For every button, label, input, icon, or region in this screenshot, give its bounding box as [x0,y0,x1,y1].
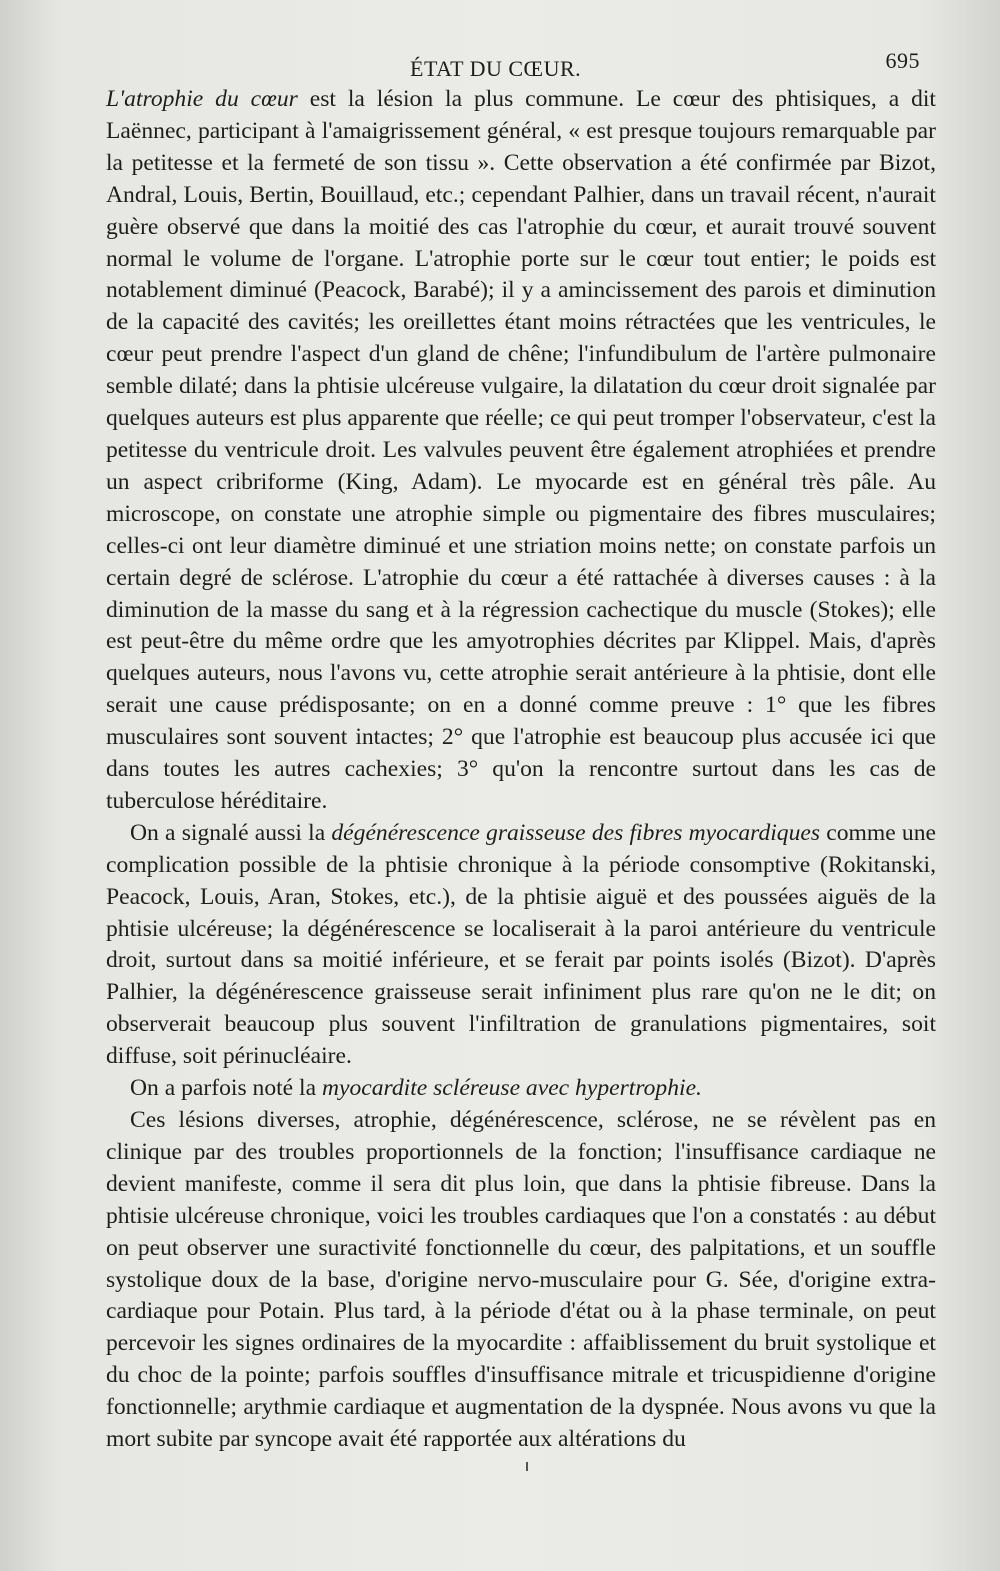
running-title: ÉTAT DU CŒUR. [410,56,582,81]
page-number: 695 [885,48,920,73]
text-run: On a signalé aussi la [130,819,332,846]
paragraph [106,1073,936,1105]
text-run: Ces lésions diverses, atrophie, dégénérescence, sclérose, ne se révèlent pas en clinique par des troubles proportionnels de la fonction; l'insuffisance cardiaque ne devient manifeste, comme il sera dit plus loin, que dans la phtisie fibreuse. Dans la phtisie ulcéreuse chronique, voici les troubles cardiaques que l'on a constatés : au début on peut observer une suractivité fonctionnelle du cœur, des palpitations, et un souffle systolique doux de la base, d'origine nervo-musculaire pour G. Sée, d'origine extra-cardiaque pour Potain. Plus tard, à la période d'état ou à la phase terminale, on peut percevoir les signes ordinaires de la myocardite : affaiblissement du bruit systolique et du choc de la pointe; parfois souffles d'insuffisance mitrale et tricuspidienne d'origine fonctionnelle; arythmie cardiaque et augmentation de la dyspnée. Nous avons vu que la mort subite par syncope avait été rapportée aux altérations du [106,1107,936,1453]
ink-mark [526,1462,528,1471]
page-header [110,48,930,82]
italic-run: dégénérescence graisseuse des fibres myocardiques [331,819,821,846]
italic-run: L'atrophie du cœur [106,86,298,112]
body-text [106,84,936,1456]
paragraph [106,1105,936,1456]
paragraph [106,84,936,818]
text-run: On a parfois noté la [130,1075,322,1102]
text-run: est la lésion la plus commune. Le cœur des phtisiques, a dit Laënnec, participant à l'amaigrissement général, « est presque toujours remarquable par la petitesse et la fermeté de son tissu ». Cette observation a été confirmée par Bizot, Andral, Louis, Bertin, Bouillaud, etc.; cependant Palhier, dans un travail récent, n'aurait guère observé que dans la moitié des cas l'atrophie du cœur, et aurait trouvé souvent normal le volume de l'organe. L'atrophie porte sur le cœur tout entier; le poids est notablement diminué (Peacock, Barabé); il y a amincissement des parois et diminution de la capacité des cavités; les oreillettes étant moins rétractées que les ventricules, le cœur peut prendre l'aspect d'un gland de chêne; l'infundibulum de l'artère pulmonaire semble dilaté; dans la phtisie ulcéreuse vulgaire, la dilatation du cœur droit signalée par quelques auteurs est plus apparente que réelle; ce qui peut tromper l'observateur, c'est la petitesse du ventricule droit. Les valvules peuvent être également atrophiées et prendre un aspect cribriforme (King, Adam). Le myocarde est en général très pâle. Au microscope, on constate une atrophie simple ou pigmentaire des fibres musculaires; celles-ci ont leur diamètre diminué et une striation moins nette; on constate parfois un certain degré de sclérose. L'atrophie du cœur a été rattachée à diverses causes : à la diminution de la masse du sang et à la régression cachectique du muscle (Stokes); elle est peut-être du même ordre que les amyotrophies décrites par Klippel. Mais, d'après quelques auteurs, nous l'avons vu, cette atrophie serait antérieure à la phtisie, dont elle serait une cause prédisposante; on en a donné comme preuve : 1° que les fibres musculaires sont souvent intactes; 2° que l'atrophie est beaucoup plus accusée ici que dans toutes les autres cachexies; 3° qu'on la rencontre surtout dans les cas de tuberculose héréditaire. [106,86,936,814]
italic-run: myocardite scléreuse avec hypertrophie. [321,1075,702,1102]
text-run: comme une complication possible de la phtisie chronique à la période consomptive (Rokitanski, Peacock, Louis, Aran, Stokes, etc.), de la phtisie aiguë et des poussées aiguës de la phtisie ulcéreuse; la dégénérescence se localiserait à la paroi antérieure du ventricule droit, surtout dans sa moitié inférieure, et se ferait par points isolés (Bizot). D'après Palhier, la dégénérescence graisseuse serait infiniment plus rare qu'on ne le dit; on observerait beaucoup plus souvent l'infiltration de granulations pigmentaires, soit diffuse, soit périnucléaire. [106,819,936,1070]
paragraph [106,818,936,1073]
